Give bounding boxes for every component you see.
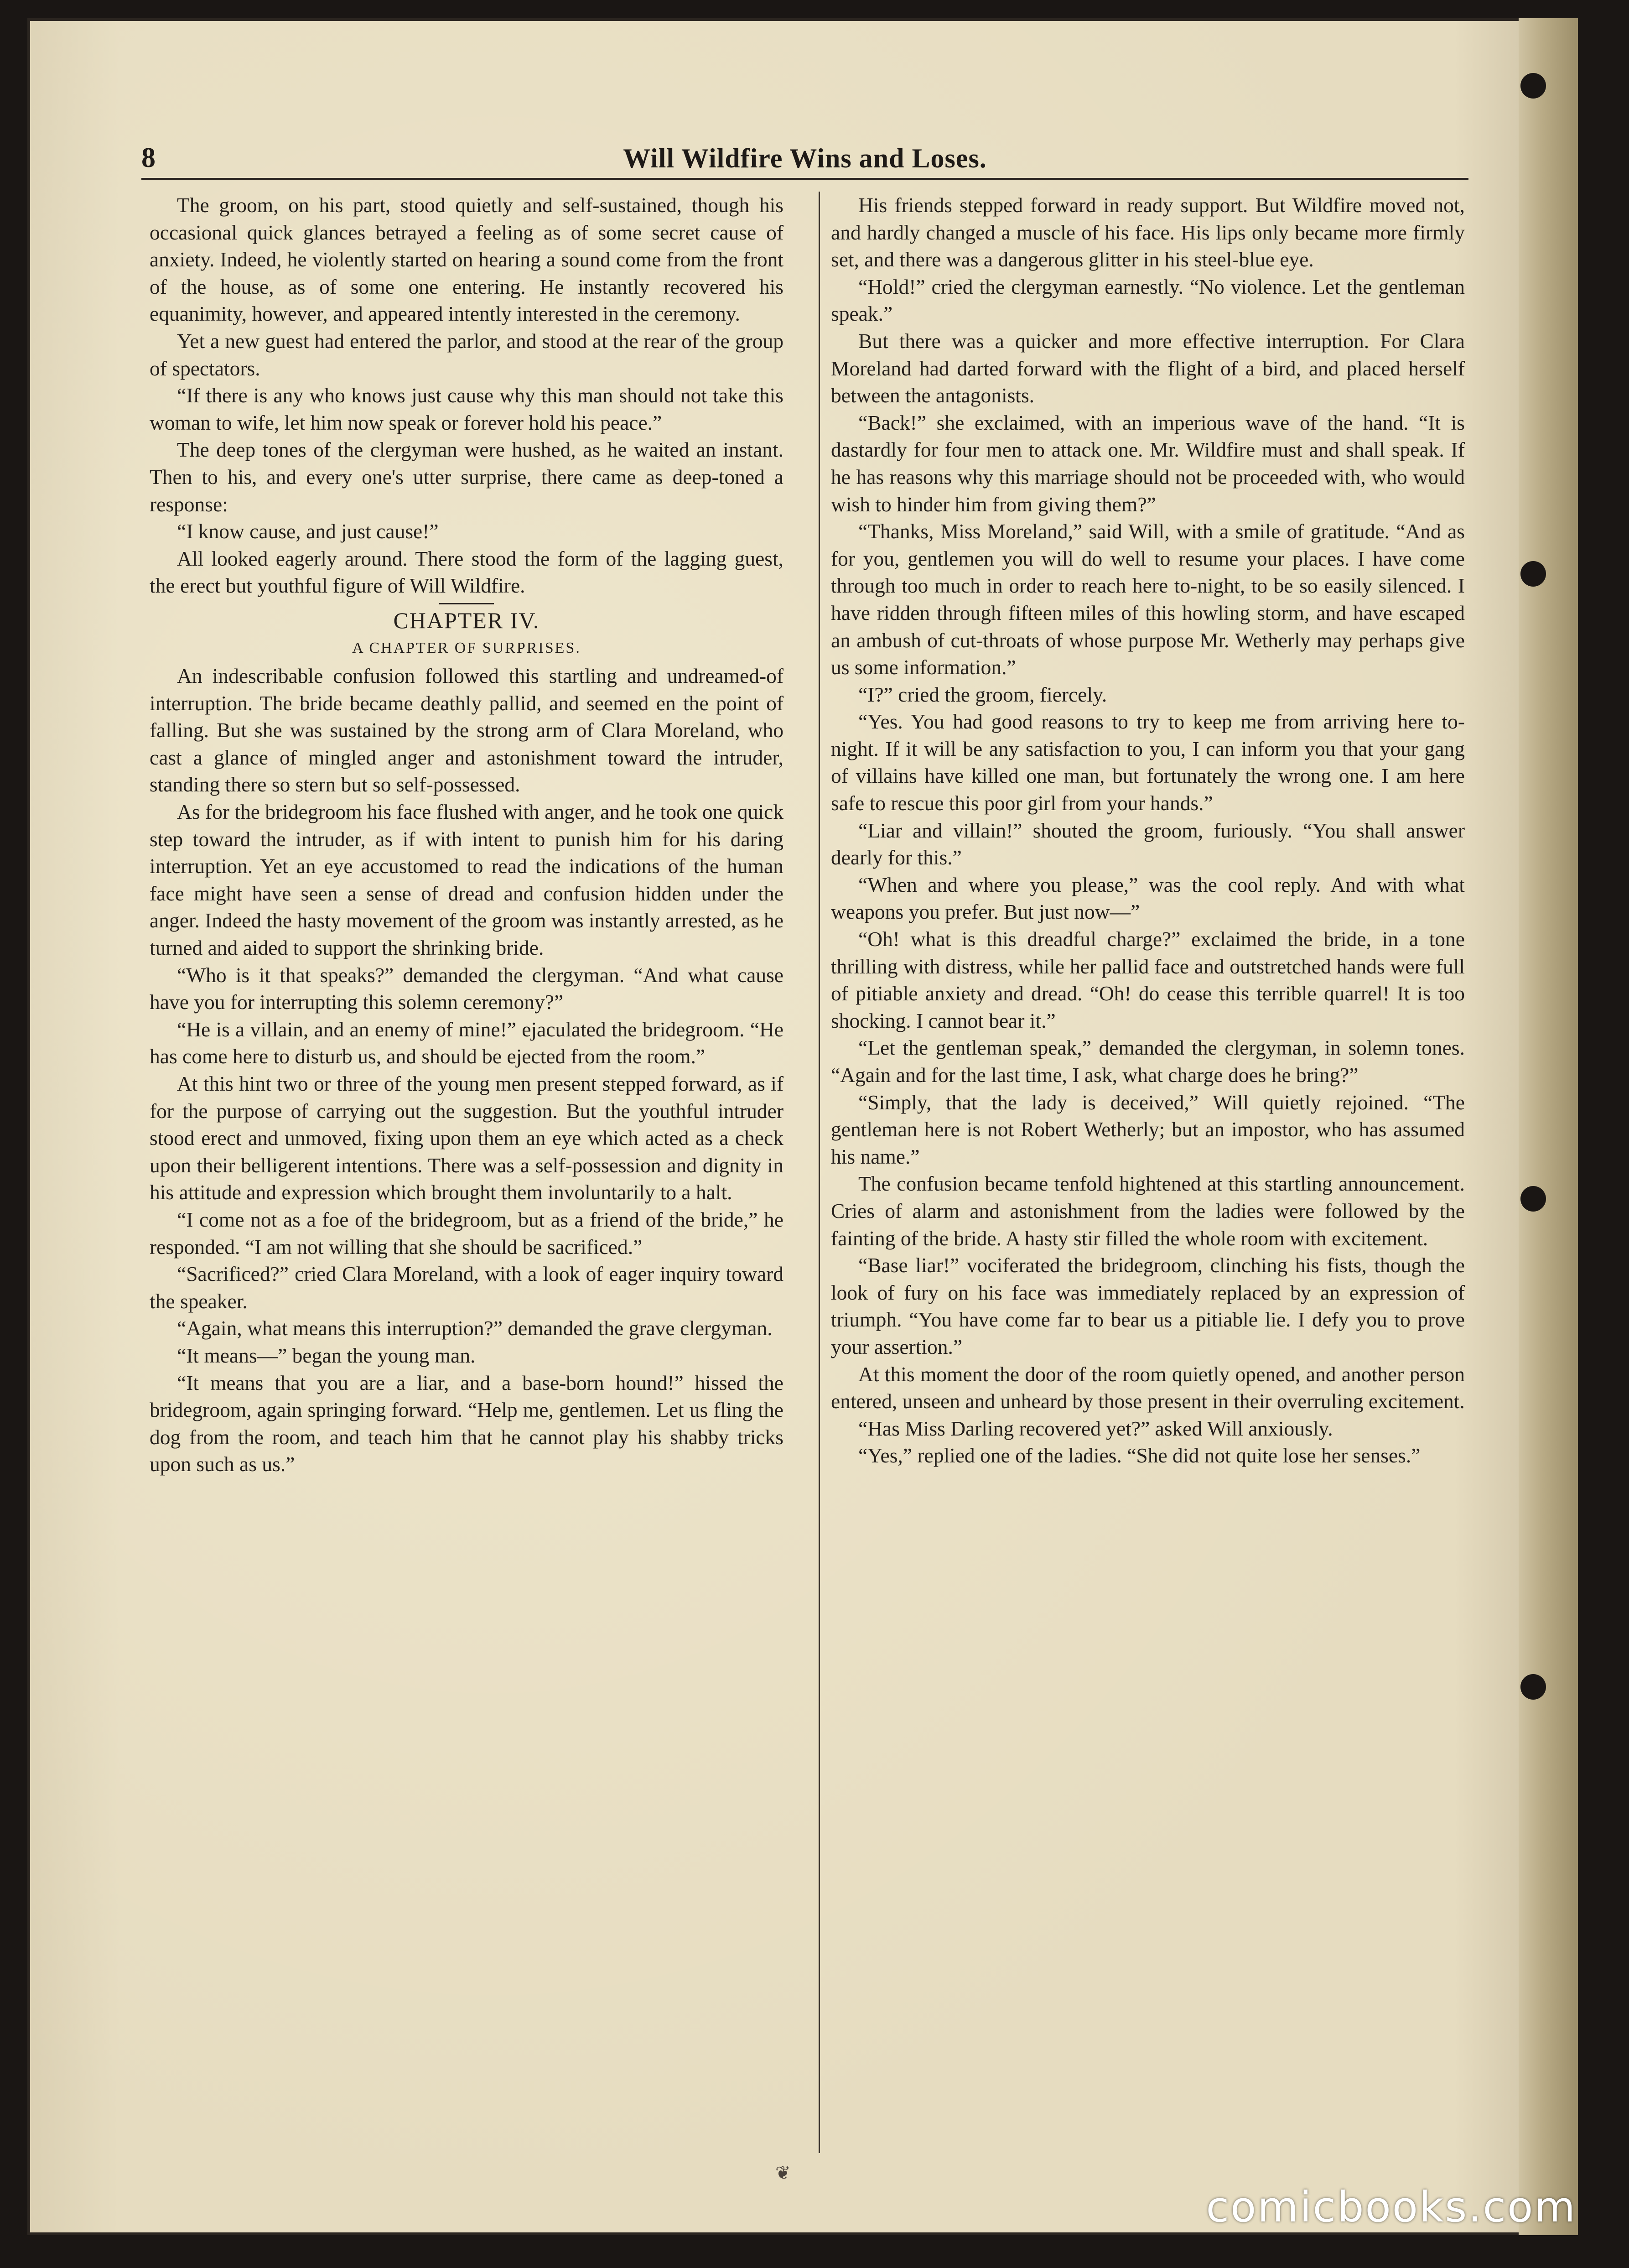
paragraph: “Liar and villain!” shouted the groom, furiously. “You shall answer dearly for this.”	[831, 818, 1465, 869]
paragraph: “Thanks, Miss Moreland,” said Will, with a smile of gratitude. “And as for you, gentlemen you will do well to resume your places. I have come through too much in order to reach here to-night, to be so easily silenced. I have ridden through fifteen miles of this howling storm, and have escaped an ambush of cut-throats of whose purpose Mr. Wetherly may perhaps give us some information.”	[831, 520, 1465, 679]
paragraph: At this moment the door of the room quietly opened, and another person entered, unseen and unheard by those present in their overruling excitement.	[831, 1362, 1465, 1413]
paragraph: “I come not as a foe of the bridegroom, but as a friend of the bride,” he responded. “I am not willing that she should be sacrificed.”	[150, 1207, 783, 1259]
right-column	[831, 192, 1465, 1469]
paragraph: “Has Miss Darling recovered yet?” asked Will anxiously.	[858, 1416, 1333, 1440]
staple-hole	[1520, 561, 1546, 587]
page-number: 8	[141, 142, 156, 173]
paragraph: “Let the gentleman speak,” demanded the clergyman, in solemn tones. “Again and for the last time, I ask, what charge does he bring?”	[831, 1036, 1465, 1087]
paragraph: An indescribable confusion followed this startling and undreamed-of interruption. The bride became deathly pallid, and seemed en the point of falling. But she was sustained by the strong arm of Clara Moreland, who cast a glance of mingled anger and astonishment toward the intruder, standing there so stern but so self-possessed.	[150, 664, 783, 796]
paragraph: All looked eagerly around. There stood the form of the lagging guest, the erect but youthful figure of Will Wildfire.	[150, 546, 783, 598]
staple-hole	[1520, 73, 1546, 99]
paragraph: “He is a villain, and an enemy of mine!” ejaculated the bridegroom. “He has come here to disturb us, and should be ejected from the room.”	[150, 1017, 783, 1068]
footer-ornament: ❦	[775, 2163, 791, 2183]
staple-hole	[1520, 1186, 1546, 1212]
left-column-chapter-text	[150, 662, 783, 1478]
right-column-text	[831, 192, 1465, 1469]
left-column-opening	[150, 192, 783, 599]
paragraph: “Back!” she exclaimed, with an imperious wave of the hand. “It is dastardly for four men to attack one. Mr. Wildfire must and shall speak. If he has reasons why this marriage should not be proceeded with, who would wish to hinder him from giving them?”	[831, 411, 1465, 516]
paragraph: “Yes. You had good reasons to try to keep me from arriving here to-night. If it will be any satisfaction to you, I can inform you that your gang of villains have killed one man, but fortunately the wrong one. I am here safe to rescue this poor girl from your hands.”	[831, 710, 1465, 815]
paragraph: The groom, on his part, stood quietly and self-sustained, though his occasional quick glances betrayed a feeling as of some secret cause of anxiety. Indeed, he violently started on hearing a sound come from the front of the house, as of some one entering. He instantly recovered his equanimity, however, and appeared intently interested in the ceremony.	[150, 193, 783, 326]
paragraph: The deep tones of the clergyman were hushed, as he waited an instant. Then to his, and every one's utter surprise, there came as deep-toned a response:	[150, 438, 783, 516]
paragraph: “It means that you are a liar, and a base-born hound!” hissed the bridegroom, again springing forward. “Help me, gentlemen. Let us fling the dog from the room, and teach him that he cannot play his shabby tricks upon such as us.”	[150, 1371, 783, 1476]
paragraph: “Who is it that speaks?” demanded the clergyman. “And what cause have you for interrupting this solemn ceremony?”	[150, 963, 783, 1014]
paragraph: Yet a new guest had entered the parlor, and stood at the rear of the group of spectators.	[150, 329, 783, 380]
paragraph: “Sacrificed?” cried Clara Moreland, with a look of eager inquiry toward the speaker.	[150, 1262, 783, 1313]
paragraph: “It means—” began the young man.	[177, 1343, 476, 1367]
paragraph: But there was a quicker and more effective interruption. For Clara Moreland had darted forward with the flight of a bird, and placed herself between the antagonists.	[831, 329, 1465, 407]
paragraph: “If there is any who knows just cause why this man should not take this woman to wife, let him now speak or forever hold his peace.”	[150, 384, 783, 434]
paragraph: His friends stepped forward in ready support. But Wildfire moved not, and hardly changed a muscle of his face. His lips only became more firmly set, and there was a dangerous glitter in his steel-blue eye.	[831, 193, 1465, 271]
chapter-title: CHAPTER IV.	[393, 607, 540, 633]
paragraph: As for the bridegroom his face flushed with anger, and he took one quick step toward the intruder, as if with intent to punish him for his daring interruption. Yet an eye accustomed to read the indications of the human face might have seen a sense of dread and confusion hidden under the anger. Indeed the hasty movement of the groom was instantly arrested, as he turned and aided to support the shrinking bride.	[150, 800, 783, 960]
book-page	[27, 18, 1578, 2235]
running-title: Will Wildfire Wins and Loses.	[623, 143, 987, 173]
paragraph: “Yes,” replied one of the ladies. “She did not quite lose her senses.”	[858, 1444, 1421, 1467]
paragraph: “Hold!” cried the clergyman earnestly. “No violence. Let the gentleman speak.”	[831, 275, 1465, 326]
paragraph: “When and where you please,” was the cool reply. And with what weapons you prefer. But just now—”	[831, 873, 1465, 924]
paragraph: “Base liar!” vociferated the bridegroom, clinching his fists, though the look of fury on his face was immediately replaced by an expression of triumph. “You have come far to bear us a pitiable lie. I defy you to prove your assertion.”	[831, 1254, 1465, 1358]
column-divider	[819, 192, 820, 2153]
paragraph: At this hint two or three of the young men present stepped forward, as if for the purpose of carrying out the suggestion. But the youthful intruder stood erect and unmoved, fixing upon them an eye which acted as a check upon their belligerent intentions. There was a self-possession and dignity in his attitude and expression which brought them involuntarily to a halt.	[150, 1072, 783, 1204]
left-column	[150, 192, 783, 1478]
paragraph: “I know cause, and just cause!”	[177, 520, 439, 543]
paragraph: “I?” cried the groom, fiercely.	[858, 682, 1107, 706]
chapter-subtitle: A CHAPTER OF SURPRISES.	[352, 639, 581, 656]
paragraph: “Oh! what is this dreadful charge?” exclaimed the bride, in a tone thrilling with distress, while her pallid face and outstretched hands were full of pitiable anxiety and dread. “Oh! do cease this terrible quarrel! It is too shocking. I cannot bear it.”	[831, 927, 1465, 1032]
paragraph: “Simply, that the lady is deceived,” Will quietly rejoined. “The gentleman here is not Robert Wetherly; but an impostor, who has assumed his name.”	[831, 1090, 1465, 1168]
binding-edge	[1519, 18, 1578, 2235]
running-header	[141, 141, 1468, 180]
staple-hole	[1520, 1674, 1546, 1700]
paragraph: “Again, what means this interruption?” demanded the grave clergyman.	[177, 1316, 773, 1340]
chapter-divider	[439, 603, 494, 604]
paragraph: The confusion became tenfold hightened at this startling announcement. Cries of alarm and astonishment from the ladies were followed by the fainting of the bride. A hasty stir filled the whole room with excitement.	[831, 1172, 1465, 1250]
site-watermark: comicbooks.com	[1206, 2183, 1577, 2232]
